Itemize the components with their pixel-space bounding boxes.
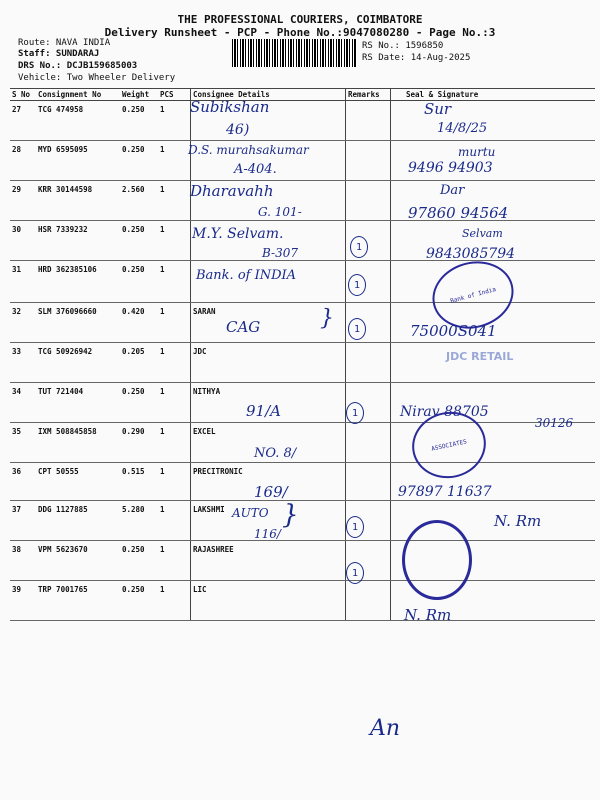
hw-r29-name: Dharavahh	[190, 182, 274, 200]
row-remarks	[346, 343, 391, 383]
row-consignment-no: DDG 1127885	[36, 501, 120, 541]
row-consignee: NITHYA	[191, 383, 346, 423]
row-pcs: 1	[158, 303, 191, 343]
vehicle: Vehicle: Two Wheeler Delivery	[18, 73, 176, 83]
row-remarks	[346, 423, 391, 463]
hw-r28-phone: 9496 94903	[408, 160, 493, 176]
header-pcs: PCS	[158, 89, 191, 101]
row-weight: 0.250	[120, 101, 158, 141]
hw-r30-no: B-307	[262, 246, 298, 260]
row-weight: 0.205	[120, 343, 158, 383]
header-seal: Seal & Signature	[391, 89, 596, 101]
row-pcs: 1	[158, 101, 191, 141]
row-sno: 36	[10, 463, 36, 501]
barcode	[232, 39, 357, 67]
hw-r30-sig: Selvam	[462, 227, 503, 240]
associates-stamp: ASSOCIATES	[406, 405, 492, 485]
bank-stamp: Bank of India	[425, 253, 521, 338]
row-pcs: 1	[158, 383, 191, 423]
hw-r30-phone: 9843085794	[426, 246, 516, 262]
remark-mark-r32: 1	[348, 318, 366, 340]
row-consignee: JDC	[191, 343, 346, 383]
row-sno: 39	[10, 581, 36, 621]
row-consignment-no: VPM 5623670	[36, 541, 120, 581]
hw-r27-no: 46)	[226, 122, 250, 138]
round-seal-stamp	[402, 520, 472, 600]
rs-number: RS No.: 1596850	[362, 41, 444, 51]
row-consignee: LAKSHMI	[191, 501, 346, 541]
hw-r29-no: G. 101-	[258, 205, 302, 219]
row-pcs: 1	[158, 261, 191, 303]
hw-r37-sig: N. Rm	[494, 512, 542, 530]
row-consignment-no: HRD 362385106	[36, 261, 120, 303]
hw-r35-no: NO. 8/	[254, 446, 297, 461]
hw-r27-date: 14/8/25	[437, 121, 488, 136]
row-consignment-no: TCG 474958	[36, 101, 120, 141]
hw-r37-note2: 116/	[254, 527, 281, 541]
row-sno: 38	[10, 541, 36, 581]
row-consignee: SARAN	[191, 303, 346, 343]
header-consignment: Consignment No	[36, 89, 120, 101]
row-remarks	[346, 463, 391, 501]
row-pcs: 1	[158, 423, 191, 463]
table-row	[10, 581, 595, 621]
row-consignee: RAJASHREE	[191, 541, 346, 581]
row-weight: 0.250	[120, 383, 158, 423]
row-consignment-no: IXM 508845858	[36, 423, 120, 463]
row-pcs: 1	[158, 501, 191, 541]
row-weight: 5.280	[120, 501, 158, 541]
table-row	[10, 423, 595, 463]
hw-r29-sig: Dar	[440, 183, 465, 198]
header-sno: S No	[10, 89, 36, 101]
row-sno: 37	[10, 501, 36, 541]
row-consignment-no: SLM 376096660	[36, 303, 120, 343]
row-consignment-no: CPT 50555	[36, 463, 120, 501]
row-pcs: 1	[158, 181, 191, 221]
staff: Staff: SUNDARAJ	[18, 49, 100, 59]
row-remarks	[346, 181, 391, 221]
remark-mark-r34: 1	[346, 402, 364, 424]
row-pcs: 1	[158, 221, 191, 261]
table-row	[10, 383, 595, 423]
remark-mark-r37: 1	[346, 516, 364, 538]
hw-r32-note: CAG	[226, 318, 261, 336]
row-consignment-no: KRR 30144598	[36, 181, 120, 221]
hw-r29-phone: 97860 94564	[408, 204, 509, 222]
table-row	[10, 541, 595, 581]
row-pcs: 1	[158, 141, 191, 181]
hw-r34-sig: Nirav 88705	[400, 404, 489, 420]
rs-date: RS Date: 14-Aug-2025	[362, 53, 471, 63]
row-consignee: EXCEL	[191, 423, 346, 463]
table-row	[10, 463, 595, 501]
hw-r34-extra: 30126	[535, 416, 574, 430]
row-weight: 0.250	[120, 581, 158, 621]
row-pcs: 1	[158, 343, 191, 383]
jdc-stamp: JDC RETAIL	[446, 350, 514, 363]
row-consignment-no: TCG 50926942	[36, 343, 120, 383]
hw-r36-phone: 97897 11637	[398, 484, 492, 500]
hw-r28-no: A-404.	[234, 162, 277, 177]
row-weight: 0.515	[120, 463, 158, 501]
header-consignee: Consignee Details	[191, 89, 346, 101]
row-consignment-no: HSR 7339232	[36, 221, 120, 261]
hw-r28-name: D.S. murahsakumar	[188, 143, 309, 157]
row-sno: 30	[10, 221, 36, 261]
hw-bottom-signature: An	[370, 716, 401, 741]
hw-r30-name: M.Y. Selvam.	[192, 226, 284, 242]
remark-mark-r30: 1	[350, 236, 368, 258]
row-weight: 0.420	[120, 303, 158, 343]
row-sno: 27	[10, 101, 36, 141]
row-weight: 2.560	[120, 181, 158, 221]
page-subtitle: Delivery Runsheet - PCP - Phone No.:9047080280 - Page No.:3	[104, 26, 496, 39]
row-consignment-no: MYD 6595095	[36, 141, 120, 181]
row-consignee: LIC	[191, 581, 346, 621]
row-sno: 29	[10, 181, 36, 221]
hw-r27-name: Subikshan	[190, 98, 270, 116]
row-sno: 28	[10, 141, 36, 181]
table-header-row	[10, 89, 595, 101]
row-consignment-no: TRP 7001765	[36, 581, 120, 621]
row-consignment-no: TUT 721404	[36, 383, 120, 423]
hw-brace-r32: }	[320, 306, 334, 331]
row-pcs: 1	[158, 463, 191, 501]
row-weight: 0.250	[120, 221, 158, 261]
hw-r32-phone: 75000S041	[410, 322, 497, 340]
remark-mark-r31: 1	[348, 274, 366, 296]
row-remarks	[346, 101, 391, 141]
row-sno: 35	[10, 423, 36, 463]
hw-r28-sig: murtu	[458, 145, 496, 159]
row-weight: 0.250	[120, 261, 158, 303]
hw-r34-no: 91/A	[246, 402, 281, 420]
row-sno: 31	[10, 261, 36, 303]
page-title: THE PROFESSIONAL COURIERS, COIMBATORE	[177, 13, 423, 26]
row-sno: 32	[10, 303, 36, 343]
row-weight: 0.290	[120, 423, 158, 463]
remark-mark-r38: 1	[346, 562, 364, 584]
row-remarks	[346, 581, 391, 621]
header-weight: Weight	[120, 89, 158, 101]
hw-r31-name: Bank. of INDIA	[196, 268, 297, 283]
row-weight: 0.250	[120, 541, 158, 581]
hw-bottom-row-sig: N. Rm	[404, 606, 452, 624]
row-pcs: 1	[158, 541, 191, 581]
hw-r37-note1: AUTO	[232, 506, 269, 520]
header-remarks: Remarks	[346, 89, 391, 101]
row-sno: 33	[10, 343, 36, 383]
row-seal-signature	[391, 101, 596, 141]
hw-r36-no: 169/	[254, 483, 288, 501]
row-remarks	[346, 141, 391, 181]
row-consignee: PRECITRONIC	[191, 463, 346, 501]
hw-r27-sig: Sur	[424, 100, 452, 118]
drs-number: DRS No.: DCJB159685003	[18, 61, 138, 71]
row-sno: 34	[10, 383, 36, 423]
row-weight: 0.250	[120, 141, 158, 181]
row-pcs: 1	[158, 581, 191, 621]
route: Route: NAVA INDIA	[18, 38, 111, 48]
hw-brace-r37: }	[282, 500, 299, 530]
table-row	[10, 101, 595, 141]
